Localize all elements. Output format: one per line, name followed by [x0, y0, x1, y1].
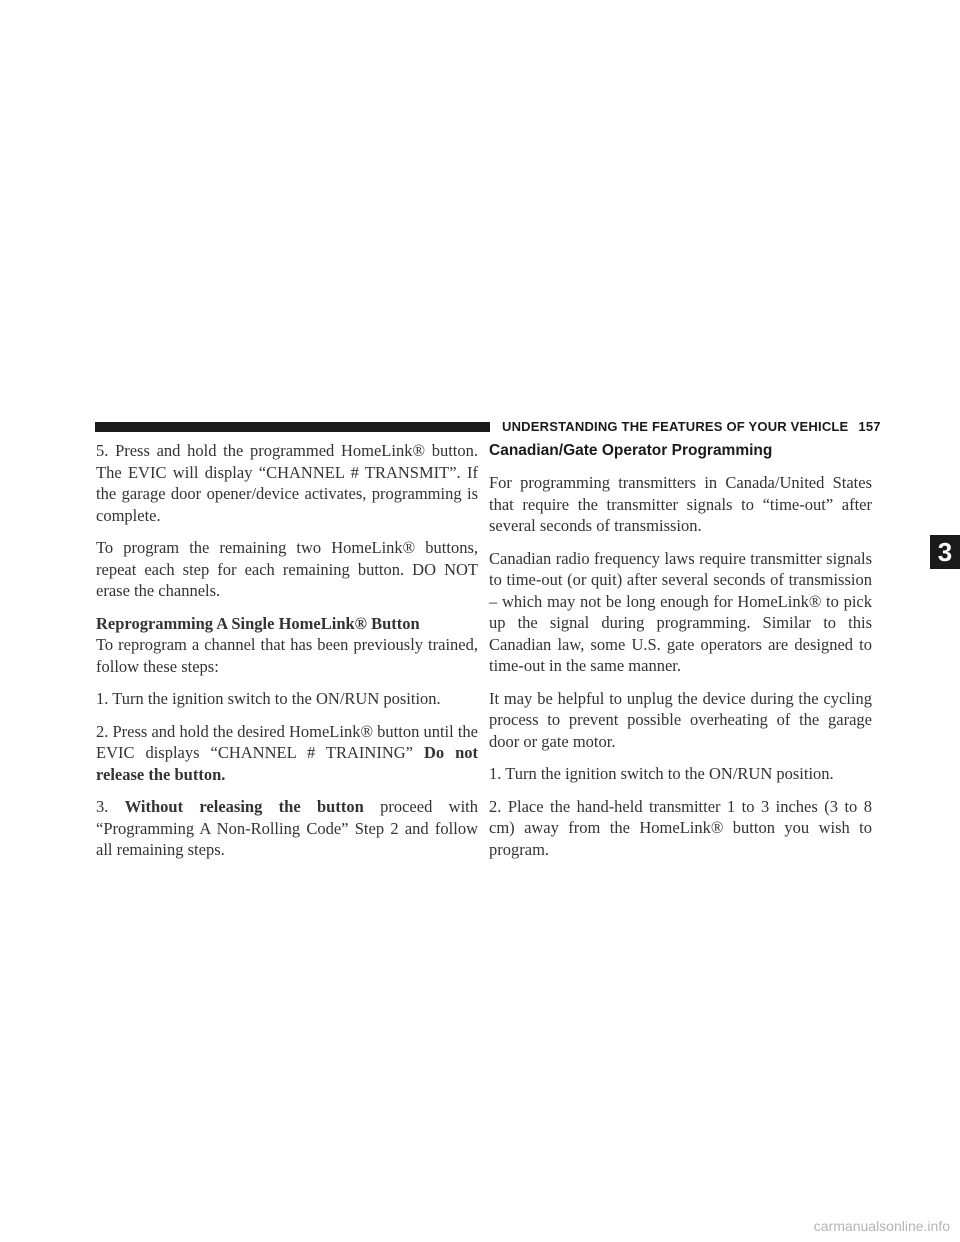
reprogram-step-3-number: 3. [96, 797, 109, 816]
remaining-buttons-paragraph: To program the remaining two HomeLink® buttons, repeat each step for each remaining button. DO NOT erase the channels. [96, 538, 478, 600]
section-title: UNDERSTANDING THE FEATURES OF YOUR VEHICLE [502, 419, 849, 434]
page-number: 157 [858, 419, 881, 434]
unplug-device-paragraph: It may be helpful to unplug the device during the cycling process to prevent possible overheating of the garage door or gate motor. [489, 688, 872, 751]
reprogram-step-2 [96, 721, 478, 786]
reprogram-step-3-text: proceed with “Programming A Non-Rolling Code” Step 2 and follow all remaining steps. [96, 797, 478, 859]
left-column [96, 440, 478, 872]
reprogram-step-1: 1. Turn the ignition switch to the ON/RUN position. [96, 689, 441, 708]
canadian-law-paragraph: Canadian radio frequency laws require transmitter signals to time-out (or quit) after several seconds of transmission – which may not be long enough for HomeLink® to pick up the signal during programming. Similar to this Canadian law, some U.S. gate operators are designed to time-out in the same manner. [489, 548, 872, 675]
chapter-tab: 3 [930, 535, 960, 569]
canadian-step-1: 1. Turn the ignition switch to the ON/RUN position. [489, 764, 834, 783]
running-header [502, 419, 881, 434]
reprogramming-subheading: Reprogramming A Single HomeLink® Button [96, 613, 420, 633]
right-column [489, 440, 872, 871]
reprogram-intro-paragraph: To reprogram a channel that has been previously trained, follow these steps: [96, 635, 478, 676]
step-5-paragraph: 5. Press and hold the programmed HomeLink® button. The EVIC will display “CHANNEL # TRANSMIT”. If the garage door opener/device activates, programming is complete. [96, 441, 478, 525]
canadian-intro-paragraph: For programming transmitters in Canada/United States that require the transmitter signals to “time-out” after several seconds of transmission. [489, 473, 872, 535]
reprogram-step-3 [96, 796, 478, 861]
reprogram-step-3-emphasis: Without releasing the button [124, 797, 364, 816]
reprogram-step-2-warning: Do not release the button. [96, 743, 479, 784]
header-rule [95, 422, 490, 432]
canadian-step-2: 2. Place the hand-held transmitter 1 to 3 inches (3 to 8 cm) away from the HomeLink® button you wish to program. [489, 796, 872, 859]
watermark: carmanualsonline.info [813, 1218, 950, 1234]
reprogram-step-2-text: 2. Press and hold the desired HomeLink® button until the EVIC displays “CHANNEL # TRAINING” [96, 721, 478, 762]
canadian-gate-heading: Canadian/Gate Operator Programming [489, 442, 773, 459]
